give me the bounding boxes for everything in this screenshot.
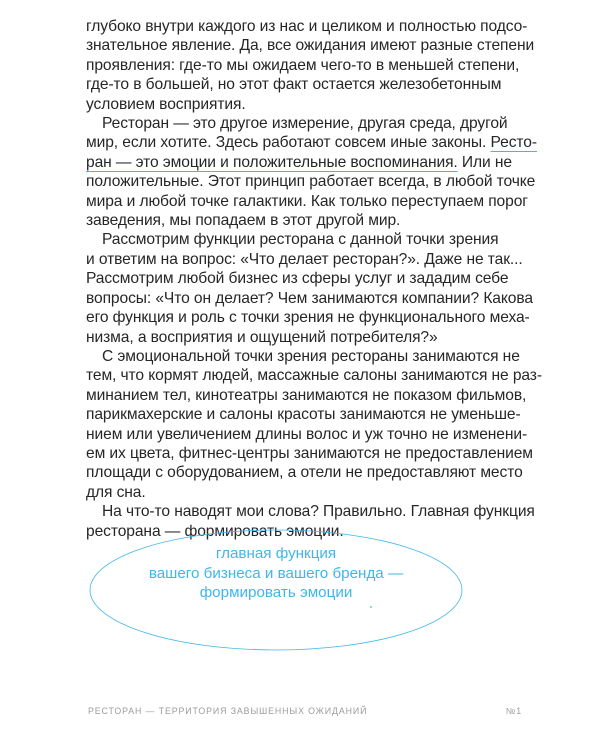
text-line: С эмоциональной точки зрения рестораны занимаются не bbox=[102, 347, 520, 365]
text-segment: Или не bbox=[457, 153, 512, 171]
text-line: проявления: где-то мы ожидаем чего-то в меньшей степени, bbox=[86, 56, 520, 74]
text-line: вопросы: «Что он делает? Чем занимаются компании? Какова bbox=[86, 289, 533, 307]
text-line: низма, а восприятия и ощущений потребителя?» bbox=[86, 328, 438, 346]
text-line: минанием тел, кинотеатры занимаются не показом фильмов, bbox=[86, 386, 527, 404]
text-line: условием восприятия. bbox=[86, 95, 246, 113]
text-line: Ресторан — это другое измерение, другая среда, другой bbox=[102, 115, 508, 133]
callout-line: вашего бизнеса и вашего бренда — bbox=[148, 564, 404, 582]
text-line: где-то в большей, но этот факт остается железобетонным bbox=[86, 76, 502, 94]
text-line: заведения, мы попадаем в этот другой мир. bbox=[86, 212, 401, 230]
text-line: знательное явление. Да, все ожидания имеют разные степени bbox=[86, 37, 535, 55]
text-line: для сна. bbox=[86, 483, 146, 501]
highlighted-text: Ресто- bbox=[490, 134, 537, 152]
text-line: ем их цвета, фитнес-центры занимаются не предоставлением bbox=[86, 444, 533, 462]
callout-text bbox=[88, 544, 464, 603]
text-line: и ответим на вопрос: «Что делает ресторан?». Даже не так... bbox=[86, 250, 523, 268]
text-line: нием или увеличением длины волос и уж точно не изменени- bbox=[86, 425, 528, 443]
highlighted-text: ран — это эмоции и положительные воспоминания. bbox=[86, 153, 458, 171]
text-segment: мир, если хотите. Здесь работают совсем иные законы. bbox=[86, 134, 491, 152]
page-number: №1 bbox=[505, 706, 522, 716]
text-line: Рассмотрим функции ресторана с данной точки зрения bbox=[102, 231, 499, 249]
text-line: его функция и роль с точки зрения не функционального меха- bbox=[86, 309, 530, 327]
callout-line: формировать эмоции bbox=[199, 584, 353, 601]
text-line: глубоко внутри каждого из нас и целиком и полностью подсо- bbox=[86, 18, 528, 35]
text-line: На что-то наводят мои слова? Правильно. Главная функция bbox=[102, 503, 535, 521]
text-line: положительные. Этот принцип работает всегда, в любой точке bbox=[86, 173, 536, 191]
text-line: площади с оборудованием, а отели не предоставляют место bbox=[86, 464, 523, 482]
text-line bbox=[86, 133, 537, 152]
text-line bbox=[86, 153, 522, 172]
text-line: парикмахерские и салоны красоты занимаются не уменьше- bbox=[86, 406, 521, 424]
body-text bbox=[86, 17, 542, 541]
text-line: мира и любой точке галактики. Как только переступаем порог bbox=[86, 192, 528, 210]
callout-line: главная функция bbox=[215, 545, 337, 562]
text-line: ресторана — формировать эмоции. bbox=[86, 522, 344, 540]
callout-quote bbox=[88, 528, 464, 652]
running-title: РЕСТОРАН — ТЕРРИТОРИЯ ЗАВЫШЕННЫХ ОЖИДАНИЙ bbox=[88, 706, 368, 716]
text-line: тем, что кормят людей, массажные салоны занимаются не раз- bbox=[86, 367, 542, 385]
text-line: Рассмотрим любой бизнес из сферы услуг и зададим себе bbox=[86, 270, 509, 288]
